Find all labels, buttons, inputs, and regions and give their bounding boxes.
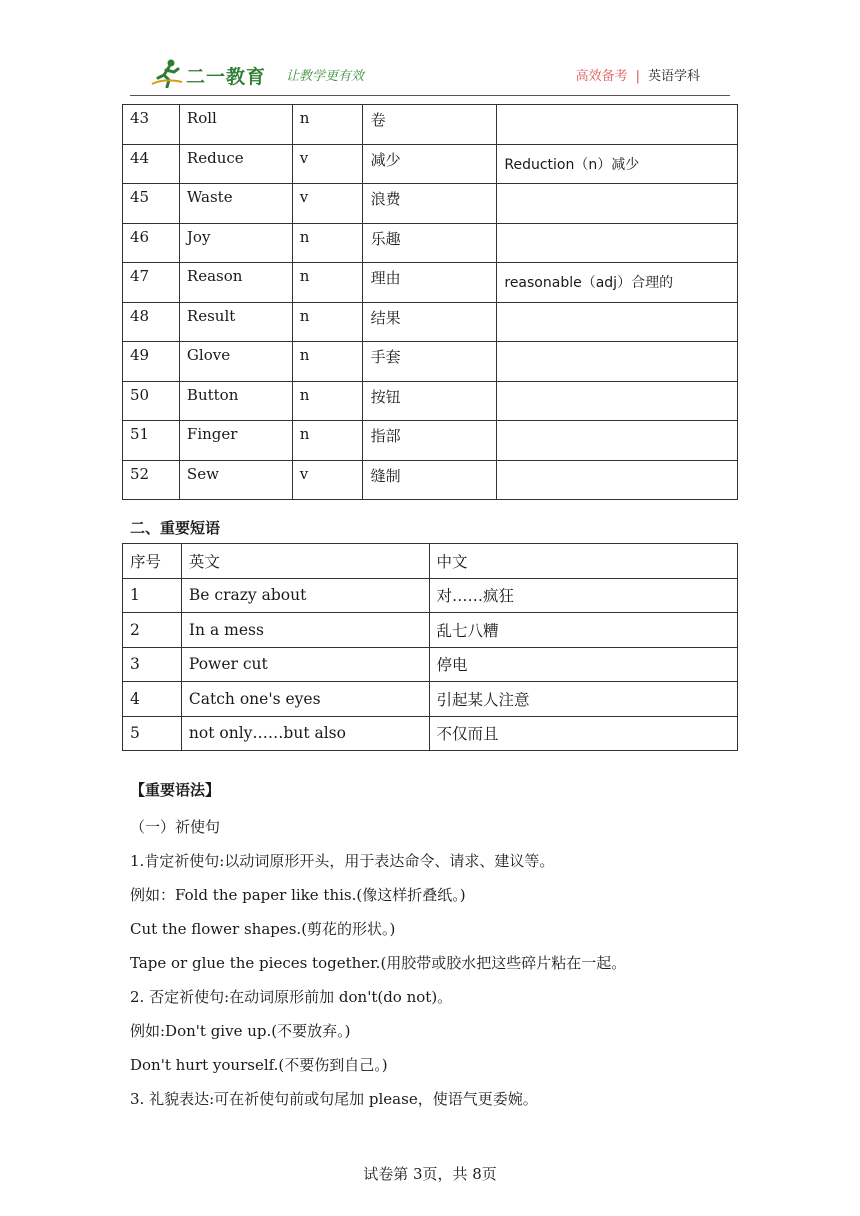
- header-cell: 英文: [181, 544, 429, 579]
- note-cell: [497, 460, 738, 500]
- meaning-cell: 浪费: [362, 184, 497, 224]
- pos-cell: n: [292, 223, 362, 263]
- table-row: [123, 578, 738, 613]
- grammar-line: Cut the flower shapes.(剪花的形状。): [130, 920, 396, 938]
- english-cell: In a mess: [181, 613, 429, 648]
- table-row: [123, 460, 738, 500]
- word-cell: Sew: [179, 460, 292, 500]
- word-cell: Result: [179, 302, 292, 342]
- number-cell: 44: [123, 144, 180, 184]
- number-cell: 52: [123, 460, 180, 500]
- english-cell: Power cut: [181, 647, 429, 682]
- meaning-cell: 指部: [362, 421, 497, 461]
- chinese-cell: 引起某人注意: [429, 682, 737, 717]
- chinese-cell: 乱七八糟: [429, 613, 737, 648]
- meaning-cell: 卷: [362, 105, 497, 145]
- table-row: [123, 647, 738, 682]
- word-cell: Glove: [179, 342, 292, 382]
- header-subject: [576, 65, 700, 84]
- brand-name: 二一教育: [186, 66, 267, 88]
- note-cell: [497, 421, 738, 461]
- note-cell: [497, 184, 738, 224]
- number-cell: 3: [123, 647, 182, 682]
- grammar-line: 例如：Fold the paper like this.(像这样折叠纸。): [130, 886, 466, 904]
- word-cell: Finger: [179, 421, 292, 461]
- number-cell: 51: [123, 421, 180, 461]
- number-cell: 2: [123, 613, 182, 648]
- table-row: [123, 613, 738, 648]
- pos-cell: n: [292, 421, 362, 461]
- header-cell: 序号: [123, 544, 182, 579]
- table-row: [123, 184, 738, 224]
- note-cell: [497, 223, 738, 263]
- meaning-cell: 缝制: [362, 460, 497, 500]
- table-row: [123, 105, 738, 145]
- number-cell: 48: [123, 302, 180, 342]
- word-cell: Joy: [179, 223, 292, 263]
- page-footer: 试卷第 3页，共 8页: [363, 1165, 497, 1183]
- number-cell: 49: [123, 342, 180, 382]
- pos-cell: v: [292, 184, 362, 224]
- logo: [150, 58, 390, 88]
- chinese-cell: 对……疯狂: [429, 578, 737, 613]
- runner-logo-icon: [150, 58, 184, 88]
- number-cell: 5: [123, 716, 182, 751]
- note-cell: [497, 105, 738, 145]
- number-cell: 43: [123, 105, 180, 145]
- table-row: [123, 263, 738, 303]
- brand-slogan: 让教学更有效: [286, 69, 365, 84]
- note-cell: [497, 381, 738, 421]
- chinese-cell: 不仅而且: [429, 716, 737, 751]
- header-separator: |: [635, 69, 640, 84]
- number-cell: 46: [123, 223, 180, 263]
- pos-cell: v: [292, 144, 362, 184]
- pos-cell: n: [292, 263, 362, 303]
- subject-label: 英语学科: [647, 69, 700, 84]
- phrases-table: [122, 543, 738, 751]
- grammar-line: Tape or glue the pieces together.(用胶带或胶水把这些碎片粘在一起。: [130, 954, 627, 972]
- pos-cell: n: [292, 302, 362, 342]
- vocabulary-table: [122, 104, 738, 500]
- word-cell: Roll: [179, 105, 292, 145]
- pos-cell: n: [292, 381, 362, 421]
- english-cell: Catch one's eyes: [181, 682, 429, 717]
- grammar-line: 例如:Don't give up.(不要放弃。): [130, 1022, 351, 1040]
- section-title-phrases: 二、重要短语: [130, 519, 221, 537]
- grammar-line: 3. 礼貌表达:可在祈使句前或句尾加 please，使语气更委婉。: [130, 1090, 538, 1108]
- meaning-cell: 手套: [362, 342, 497, 382]
- word-cell: Button: [179, 381, 292, 421]
- table-row: [123, 223, 738, 263]
- note-cell: [497, 302, 738, 342]
- number-cell: 45: [123, 184, 180, 224]
- word-cell: Reason: [179, 263, 292, 303]
- pos-cell: n: [292, 342, 362, 382]
- grammar-subtitle: （一）祈使句: [130, 818, 221, 836]
- table-row: [123, 144, 738, 184]
- header-cell: 中文: [429, 544, 737, 579]
- header-divider: [130, 95, 730, 96]
- number-cell: 1: [123, 578, 182, 613]
- pos-cell: v: [292, 460, 362, 500]
- note-cell: reasonable（adj）合理的: [497, 263, 738, 303]
- pos-cell: n: [292, 105, 362, 145]
- meaning-cell: 乐趣: [362, 223, 497, 263]
- table-row: [123, 716, 738, 751]
- meaning-cell: 结果: [362, 302, 497, 342]
- meaning-cell: 减少: [362, 144, 497, 184]
- table-row: [123, 342, 738, 382]
- header-label: 高效备考: [575, 69, 628, 84]
- grammar-line: 2. 否定祈使句:在动词原形前加 don't(do not)。: [130, 988, 453, 1006]
- number-cell: 47: [123, 263, 180, 303]
- chinese-cell: 停电: [429, 647, 737, 682]
- word-cell: Waste: [179, 184, 292, 224]
- grammar-line: Don't hurt yourself.(不要伤到自己。): [130, 1056, 388, 1074]
- english-cell: not only……but also: [181, 716, 429, 751]
- word-cell: Reduce: [179, 144, 292, 184]
- note-cell: Reduction（n）减少: [497, 144, 738, 184]
- english-cell: Be crazy about: [181, 578, 429, 613]
- meaning-cell: 理由: [362, 263, 497, 303]
- grammar-line: 1.肯定祈使句:以动词原形开头，用于表达命令、请求、建议等。: [130, 852, 555, 870]
- number-cell: 4: [123, 682, 182, 717]
- note-cell: [497, 342, 738, 382]
- table-row: [123, 682, 738, 717]
- table-row: [123, 421, 738, 461]
- number-cell: 50: [123, 381, 180, 421]
- table-header-row: [123, 544, 738, 579]
- page-header: [130, 56, 730, 96]
- table-row: [123, 381, 738, 421]
- grammar-title: 【重要语法】: [130, 781, 221, 799]
- table-row: [123, 302, 738, 342]
- meaning-cell: 按钮: [362, 381, 497, 421]
